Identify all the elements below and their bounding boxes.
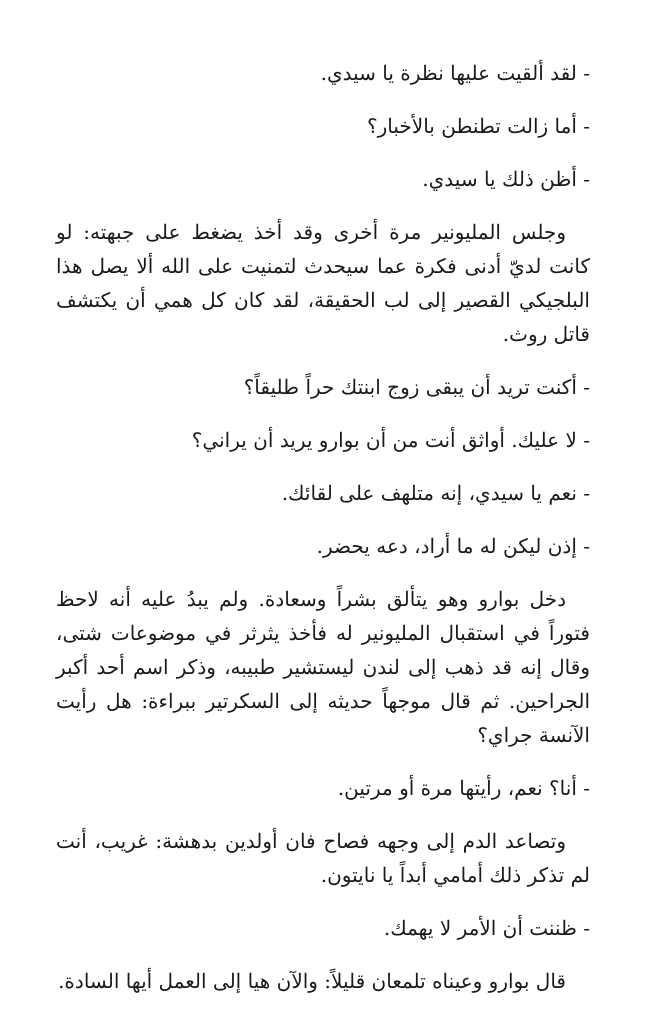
dialogue-line: - أنا؟ نعم، رأيتها مرة أو مرتين. [337,776,590,800]
dialogue-line: - لا عليك. أواثق أنت من أن بوارو يريد أن يراني؟ [191,428,590,452]
dialogue-line: - نعم يا سيدي، إنه متلهف على لقائك. [281,481,590,505]
dialogue-line: - أكنت تريد أن يبقى زوج ابنتك حراً طليقاً؟ [243,375,590,399]
dialogue-line: - أما زالت تطنطن بالأخبار؟ [367,114,590,138]
dialogue-line: - أظن ذلك يا سيدي. [422,167,590,191]
narrative-paragraph: قال بوارو وعيناه تلمعان قليلاً: والآن هيا إلى العمل أيها السادة. [58,969,566,993]
dialogue-line: - إذن ليكن له ما أراد، دعه يحضر. [316,534,590,558]
dialogue-line: - لقد ألقيت عليها نظرة يا سيدي. [320,61,590,85]
narrative-paragraph: وتصاعد الدم إلى وجهه فصاح فان أولدين بدهشة: غريب، أنت لم تذكر ذلك أمامي أبداً يا نايتون. [56,829,590,887]
dialogue-line: - ظننت أن الأمر لا يهمك. [383,916,590,940]
book-page [56,56,590,1017]
narrative-paragraph: وجلس المليونير مرة أخرى وقد أخذ يضغط على جبهته: لو كانت لديّ أدنى فكرة عما سيحدث لتمنيت على الله ألا يصل هذا البلجيكي القصير إلى لب الحقيقة، لقد كان كل همي أن يكتشف قاتل روث. [56,220,590,346]
narrative-paragraph: دخل بوارو وهو يتألق بشراً وسعادة. ولم يبدُ عليه أنه لاحظ فتوراً في استقبال المليونير له فأخذ يثرثر في موضوعات شتى، وقال إنه قد ذهب إلى لندن ليستشير طبيبه، وذكر اسم أحد أكبر الجراحين. ثم قال موجهاً حديثه إلى السكرتير ببراءة: هل رأيت الآنسة جراي؟ [56,587,590,747]
